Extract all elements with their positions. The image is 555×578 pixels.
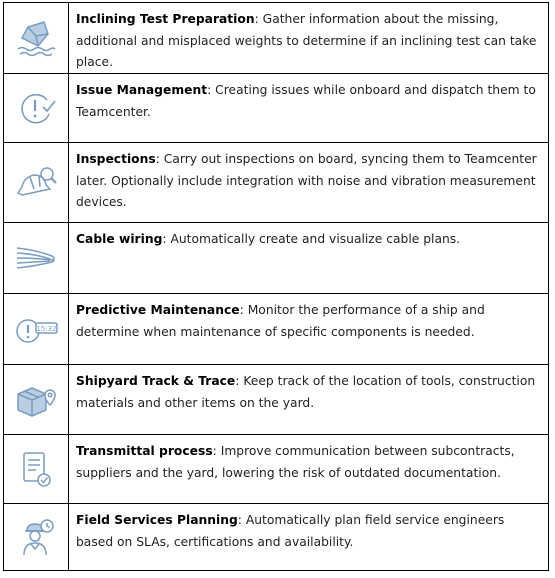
icon-cell xyxy=(4,435,69,503)
ship-sinking-icon xyxy=(14,18,58,58)
title-separator: : xyxy=(212,444,217,458)
title-separator: : xyxy=(235,374,240,388)
title-separator: : xyxy=(155,152,160,166)
box-location-icon xyxy=(14,380,58,420)
title-separator: : xyxy=(254,12,259,26)
engineer-clock-icon xyxy=(14,517,58,557)
services-table xyxy=(3,2,549,571)
icon-cell xyxy=(4,504,69,570)
row-description: Automatically plan field service engineers based on SLAs, certifications and availability. xyxy=(76,513,505,549)
row-title: Transmittal process xyxy=(76,444,213,458)
cables-icon xyxy=(14,238,58,278)
row-description: Gather information about the missing, additional and misplaced weights to determine if an inclining test can take place. xyxy=(76,12,537,69)
table-row xyxy=(4,435,548,504)
alert-clock-icon xyxy=(14,309,58,349)
row-title: Predictive Maintenance xyxy=(76,303,240,317)
row-text xyxy=(69,74,548,142)
row-title: Shipyard Track & Trace xyxy=(76,374,236,388)
row-description: Improve communication between subcontracts, suppliers and the yard, lowering the risk of outdated documentation. xyxy=(76,444,515,480)
icon-cell xyxy=(4,74,69,142)
icon-cell xyxy=(4,143,69,222)
row-text xyxy=(69,294,548,364)
table-row xyxy=(4,74,548,143)
title-separator: : xyxy=(237,513,242,527)
row-text xyxy=(69,365,548,434)
row-text xyxy=(69,435,548,503)
title-separator: : xyxy=(239,303,244,317)
row-title: Cable wiring xyxy=(76,232,163,246)
table-row xyxy=(4,143,548,223)
row-text xyxy=(69,504,548,570)
row-description: Monitor the performance of a ship and determine when maintenance of specific components is needed. xyxy=(76,303,485,339)
table-row xyxy=(4,3,548,74)
row-description: Carry out inspections on board, syncing them to Teamcenter later. Optionally include integration with noise and vibration measurement devices. xyxy=(76,152,537,209)
clock-readout: 15:32 xyxy=(36,325,57,333)
row-description: Keep track of the location of tools, construction materials and other items on the yard. xyxy=(76,374,536,410)
table-row xyxy=(4,223,548,294)
table-row xyxy=(4,365,548,435)
row-text xyxy=(69,223,548,293)
row-title: Field Services Planning xyxy=(76,513,238,527)
row-title: Issue Management xyxy=(76,83,208,97)
hardhat-search-icon xyxy=(14,163,58,203)
row-description: Automatically create and visualize cable plans. xyxy=(166,232,461,246)
row-text xyxy=(69,3,548,73)
table-row xyxy=(4,294,548,365)
icon-cell xyxy=(4,3,69,73)
icon-cell xyxy=(4,223,69,293)
alert-check-icon xyxy=(14,88,58,128)
row-description: Creating issues while onboard and dispatch them to Teamcenter. xyxy=(76,83,536,119)
row-text xyxy=(69,143,548,222)
row-title: Inclining Test Preparation xyxy=(76,12,255,26)
table-row xyxy=(4,504,548,570)
row-title: Inspections xyxy=(76,152,156,166)
icon-cell xyxy=(4,365,69,434)
icon-cell xyxy=(4,294,69,364)
title-separator: : xyxy=(162,232,167,246)
document-check-icon xyxy=(14,449,58,489)
title-separator: : xyxy=(207,83,212,97)
